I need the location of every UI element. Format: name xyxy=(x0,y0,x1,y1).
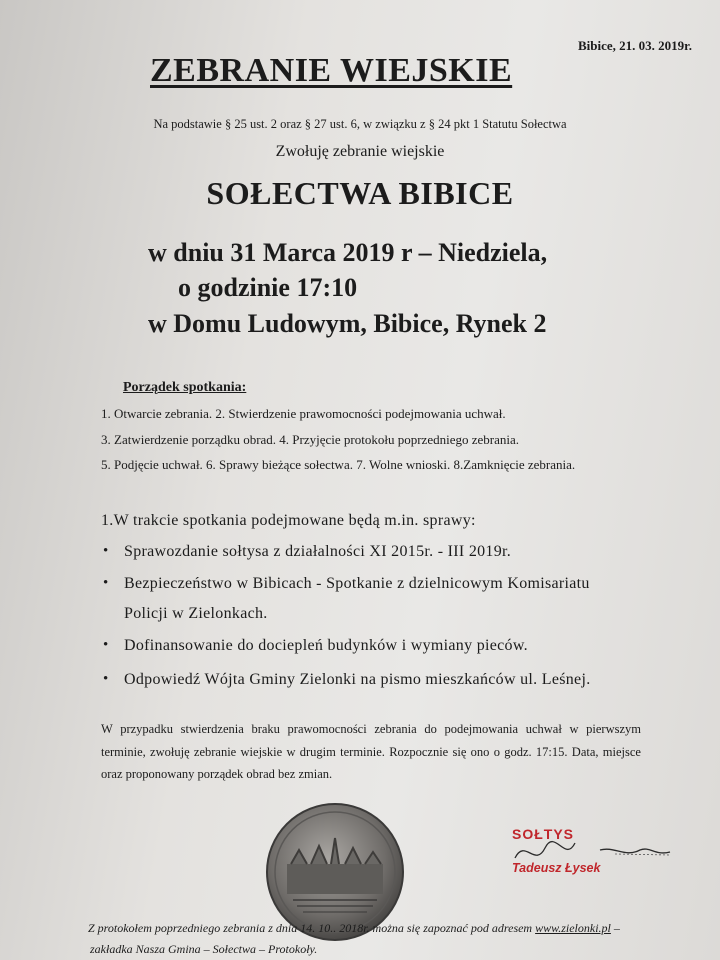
second-term-note: W przypadku stwierdzenia braku prawomocności zebrania do podejmowania uchwał w pierwszym terminie, zwołuję zebranie wiejskie w drugim terminie. Rozpocznie się ono o godz. 17:15. Data, miejsce oraz proponowany porządek obrad bez zmian. xyxy=(101,722,641,781)
footer-line: zakładka Nasza Gmina – Sołectwa – Protokoły. xyxy=(90,942,318,956)
agenda-heading: Porządek spotkania: xyxy=(123,380,247,395)
issue-item: Dofinansowanie do dociepleń budynków i wymiany pieców. xyxy=(124,637,528,654)
convening-line: Zwołuję zebranie wiejskie xyxy=(275,143,445,160)
stamp-title: SOŁTYS xyxy=(512,826,575,842)
meeting-time: o godzinie 17:10 xyxy=(178,273,358,302)
document-date: Bibice, 21. 03. 2019r. xyxy=(578,38,692,53)
agenda-line: 1. Otwarcie zebrania. 2. Stwierdzenie prawomocności podejmowania uchwał. xyxy=(101,406,506,421)
bullet-icon: • xyxy=(103,543,109,559)
agenda-line: 5. Podjęcie uchwał. 6. Sprawy bieżące sołectwa. 7. Wolne wnioski. 8.Zamknięcie zebrania. xyxy=(101,457,576,472)
page-title: ZEBRANIE WIEJSKIE xyxy=(150,52,513,89)
stamp-name: Tadeusz Łysek xyxy=(512,861,601,875)
issue-item: Odpowiedź Wójta Gminy Zielonki na pismo mieszkańców ul. Leśnej. xyxy=(124,671,591,688)
footer-text: – xyxy=(610,921,620,935)
website-link[interactable]: www.zielonki.pl xyxy=(535,921,611,935)
issue-item-continuation: Policji w Zielonkach. xyxy=(124,605,268,622)
meeting-place: w Domu Ludowym, Bibice, Rynek 2 xyxy=(148,309,547,338)
issue-item: Bezpieczeństwo w Bibicach - Spotkanie z dzielnicowym Komisariatu xyxy=(124,575,590,592)
bullet-icon: • xyxy=(103,671,109,687)
footer-line xyxy=(88,921,620,936)
meeting-date: w dniu 31 Marca 2019 r – Niedziela, xyxy=(148,238,548,267)
bullet-icon: • xyxy=(103,637,109,653)
issues-heading: 1.W trakcie spotkania podejmowane będą m.in. sprawy: xyxy=(101,512,476,529)
legal-basis: Na podstawie § 25 ust. 2 oraz § 27 ust. 6, w związku z § 24 pkt 1 Statutu Sołectwa xyxy=(153,117,567,131)
bullet-icon: • xyxy=(103,575,109,591)
village-name: SOŁECTWA BIBICE xyxy=(206,175,514,211)
agenda-line: 3. Zatwierdzenie porządku obrad. 4. Przyjęcie protokołu poprzedniego zebrania. xyxy=(101,432,519,447)
footer-text: Z protokołem poprzedniego zebrania z dnia 14. 10.. 2018r. można się zapoznać pod adresem xyxy=(88,921,536,935)
issue-item: Sprawozdanie sołtysa z działalności XI 2015r. - III 2019r. xyxy=(124,543,512,560)
